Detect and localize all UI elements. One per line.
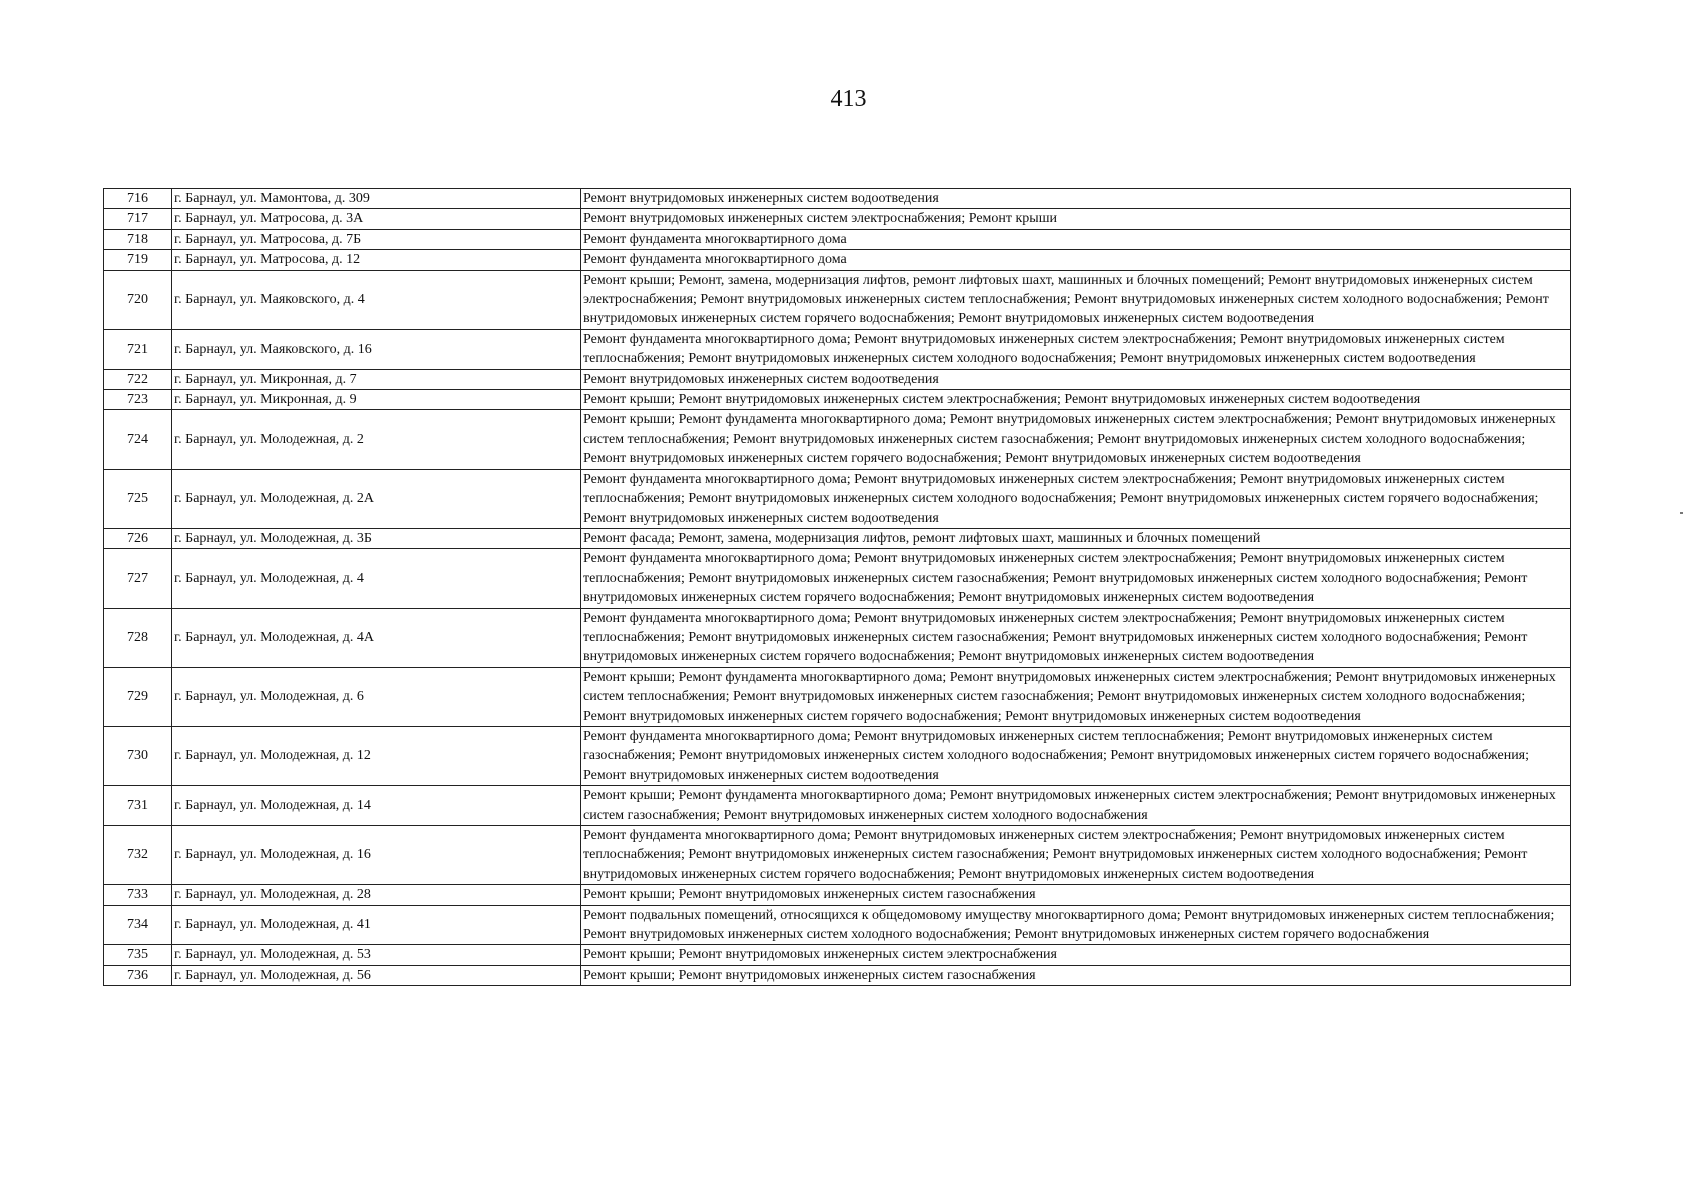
- address-cell: г. Барнаул, ул. Матросова, д. 12: [172, 250, 581, 270]
- address-cell: г. Барнаул, ул. Молодежная, д. 3Б: [172, 528, 581, 548]
- table-row: [104, 189, 1571, 209]
- address-cell: г. Барнаул, ул. Молодежная, д. 2А: [172, 469, 581, 528]
- repair-works-cell: Ремонт внутридомовых инженерных систем водоотведения: [581, 189, 1571, 209]
- table-row: [104, 229, 1571, 249]
- table-row: [104, 905, 1571, 945]
- row-number-cell: 716: [104, 189, 172, 209]
- repair-works-cell: Ремонт внутридомовых инженерных систем электроснабжения; Ремонт крыши: [581, 209, 1571, 229]
- table-row: [104, 410, 1571, 469]
- address-cell: г. Барнаул, ул. Микронная, д. 7: [172, 369, 581, 389]
- repair-works-cell: Ремонт фундамента многоквартирного дома; Ремонт внутридомовых инженерных систем электроснабжения; Ремонт внутридомовых инженерных систем теплоснабжения; Ремонт внутридомовых инженерных систем газоснабжения; Ремонт внутридомовых инженерных систем холодного водоснабжения; Ремонт внутридомовых инженерных систем горячего водоснабжения; Ремонт внутридомовых инженерных систем водоотведения: [581, 549, 1571, 608]
- address-cell: г. Барнаул, ул. Матросова, д. 7Б: [172, 229, 581, 249]
- address-cell: г. Барнаул, ул. Молодежная, д. 4А: [172, 608, 581, 667]
- row-number-cell: 729: [104, 667, 172, 726]
- table-row: [104, 329, 1571, 369]
- repair-works-cell: Ремонт фасада; Ремонт, замена, модернизация лифтов, ремонт лифтовых шахт, машинных и блочных помещений: [581, 528, 1571, 548]
- address-cell: г. Барнаул, ул. Микронная, д. 9: [172, 390, 581, 410]
- table-row: [104, 549, 1571, 608]
- table-row: [104, 469, 1571, 528]
- repair-works-cell: Ремонт крыши; Ремонт внутридомовых инженерных систем электроснабжения; Ремонт внутридомовых инженерных систем водоотведения: [581, 390, 1571, 410]
- page-number: 413: [830, 86, 867, 112]
- row-number-cell: 724: [104, 410, 172, 469]
- table-row: [104, 528, 1571, 548]
- repair-works-cell: Ремонт крыши; Ремонт внутридомовых инженерных систем газоснабжения: [581, 885, 1571, 905]
- table-row: [104, 369, 1571, 389]
- row-number-cell: 718: [104, 229, 172, 249]
- registry-table-body: [104, 189, 1571, 986]
- table-row: [104, 945, 1571, 965]
- row-number-cell: 722: [104, 369, 172, 389]
- row-number-cell: 735: [104, 945, 172, 965]
- table-row: [104, 786, 1571, 826]
- row-number-cell: 732: [104, 826, 172, 885]
- row-number-cell: 720: [104, 270, 172, 329]
- repair-works-cell: Ремонт крыши; Ремонт фундамента многоквартирного дома; Ремонт внутридомовых инженерных систем электроснабжения; Ремонт внутридомовых инженерных систем теплоснабжения; Ремонт внутридомовых инженерных систем газоснабжения; Ремонт внутридомовых инженерных систем холодного водоснабжения; Ремонт внутридомовых инженерных систем горячего водоснабжения; Ремонт внутридомовых инженерных систем водоотведения: [581, 667, 1571, 726]
- repair-works-cell: Ремонт фундамента многоквартирного дома: [581, 250, 1571, 270]
- row-number-cell: 721: [104, 329, 172, 369]
- table-row: [104, 826, 1571, 885]
- address-cell: г. Барнаул, ул. Молодежная, д. 14: [172, 786, 581, 826]
- row-number-cell: 730: [104, 726, 172, 785]
- table-row: [104, 667, 1571, 726]
- row-number-cell: 725: [104, 469, 172, 528]
- repair-works-cell: Ремонт фундамента многоквартирного дома; Ремонт внутридомовых инженерных систем электроснабжения; Ремонт внутридомовых инженерных систем теплоснабжения; Ремонт внутридомовых инженерных систем холодного водоснабжения; Ремонт внутридомовых инженерных систем горячего водоснабжения; Ремонт внутридомовых инженерных систем водоотведения: [581, 469, 1571, 528]
- row-number-cell: 726: [104, 528, 172, 548]
- repair-works-cell: Ремонт фундамента многоквартирного дома; Ремонт внутридомовых инженерных систем электроснабжения; Ремонт внутридомовых инженерных систем теплоснабжения; Ремонт внутридомовых инженерных систем газоснабжения; Ремонт внутридомовых инженерных систем холодного водоснабжения; Ремонт внутридомовых инженерных систем горячего водоснабжения; Ремонт внутридомовых инженерных систем водоотведения: [581, 826, 1571, 885]
- table-row: [104, 608, 1571, 667]
- address-cell: г. Барнаул, ул. Молодежная, д. 28: [172, 885, 581, 905]
- address-cell: г. Барнаул, ул. Молодежная, д. 41: [172, 905, 581, 945]
- address-cell: г. Барнаул, ул. Молодежная, д. 2: [172, 410, 581, 469]
- row-number-cell: 723: [104, 390, 172, 410]
- repair-works-cell: Ремонт подвальных помещений, относящихся к общедомовому имуществу многоквартирного дома; Ремонт внутридомовых инженерных систем теплоснабжения; Ремонт внутридомовых инженерных систем холодного водоснабжения; Ремонт внутридомовых инженерных систем горячего водоснабжения: [581, 905, 1571, 945]
- address-cell: г. Барнаул, ул. Маяковского, д. 4: [172, 270, 581, 329]
- repair-works-cell: Ремонт крыши; Ремонт внутридомовых инженерных систем электроснабжения: [581, 945, 1571, 965]
- repair-works-cell: Ремонт фундамента многоквартирного дома; Ремонт внутридомовых инженерных систем теплоснабжения; Ремонт внутридомовых инженерных систем газоснабжения; Ремонт внутридомовых инженерных систем холодного водоснабжения; Ремонт внутридомовых инженерных систем горячего водоснабжения; Ремонт внутридомовых инженерных систем водоотведения: [581, 726, 1571, 785]
- address-cell: г. Барнаул, ул. Молодежная, д. 16: [172, 826, 581, 885]
- repair-works-cell: Ремонт крыши; Ремонт фундамента многоквартирного дома; Ремонт внутридомовых инженерных систем электроснабжения; Ремонт внутридомовых инженерных систем газоснабжения; Ремонт внутридомовых инженерных систем холодного водоснабжения: [581, 786, 1571, 826]
- table-row: [104, 250, 1571, 270]
- address-cell: г. Барнаул, ул. Молодежная, д. 53: [172, 945, 581, 965]
- repair-registry-table: [103, 188, 1571, 986]
- row-number-cell: 727: [104, 549, 172, 608]
- address-cell: г. Барнаул, ул. Молодежная, д. 12: [172, 726, 581, 785]
- row-number-cell: 731: [104, 786, 172, 826]
- row-number-cell: 736: [104, 965, 172, 985]
- row-number-cell: 734: [104, 905, 172, 945]
- row-number-cell: 733: [104, 885, 172, 905]
- address-cell: г. Барнаул, ул. Молодежная, д. 56: [172, 965, 581, 985]
- repair-works-cell: Ремонт внутридомовых инженерных систем водоотведения: [581, 369, 1571, 389]
- repair-works-cell: Ремонт фундамента многоквартирного дома; Ремонт внутридомовых инженерных систем электроснабжения; Ремонт внутридомовых инженерных систем теплоснабжения; Ремонт внутридомовых инженерных систем холодного водоснабжения; Ремонт внутридомовых инженерных систем водоотведения: [581, 329, 1571, 369]
- row-number-cell: 728: [104, 608, 172, 667]
- row-number-cell: 717: [104, 209, 172, 229]
- table-row: [104, 390, 1571, 410]
- repair-works-cell: Ремонт крыши; Ремонт, замена, модернизация лифтов, ремонт лифтовых шахт, машинных и блочных помещений; Ремонт внутридомовых инженерных систем электроснабжения; Ремонт внутридомовых инженерных систем теплоснабжения; Ремонт внутридомовых инженерных систем холодного водоснабжения; Ремонт внутридомовых инженерных систем горячего водоснабжения; Ремонт внутридомовых инженерных систем водоотведения: [581, 270, 1571, 329]
- repair-works-cell: Ремонт крыши; Ремонт внутридомовых инженерных систем газоснабжения: [581, 965, 1571, 985]
- repair-works-cell: Ремонт крыши; Ремонт фундамента многоквартирного дома; Ремонт внутридомовых инженерных систем электроснабжения; Ремонт внутридомовых инженерных систем теплоснабжения; Ремонт внутридомовых инженерных систем газоснабжения; Ремонт внутридомовых инженерных систем холодного водоснабжения; Ремонт внутридомовых инженерных систем горячего водоснабжения; Ремонт внутридомовых инженерных систем водоотведения: [581, 410, 1571, 469]
- table-row: [104, 270, 1571, 329]
- row-number-cell: 719: [104, 250, 172, 270]
- address-cell: г. Барнаул, ул. Мамонтова, д. 309: [172, 189, 581, 209]
- table-row: [104, 885, 1571, 905]
- address-cell: г. Барнаул, ул. Маяковского, д. 16: [172, 329, 581, 369]
- table-row: [104, 209, 1571, 229]
- table-row: [104, 726, 1571, 785]
- repair-works-cell: Ремонт фундамента многоквартирного дома: [581, 229, 1571, 249]
- table-row: [104, 965, 1571, 985]
- address-cell: г. Барнаул, ул. Молодежная, д. 4: [172, 549, 581, 608]
- repair-works-cell: Ремонт фундамента многоквартирного дома; Ремонт внутридомовых инженерных систем электроснабжения; Ремонт внутридомовых инженерных систем теплоснабжения; Ремонт внутридомовых инженерных систем газоснабжения; Ремонт внутридомовых инженерных систем холодного водоснабжения; Ремонт внутридомовых инженерных систем горячего водоснабжения; Ремонт внутридомовых инженерных систем водоотведения: [581, 608, 1571, 667]
- scan-speck: [1680, 512, 1683, 514]
- address-cell: г. Барнаул, ул. Молодежная, д. 6: [172, 667, 581, 726]
- address-cell: г. Барнаул, ул. Матросова, д. 3А: [172, 209, 581, 229]
